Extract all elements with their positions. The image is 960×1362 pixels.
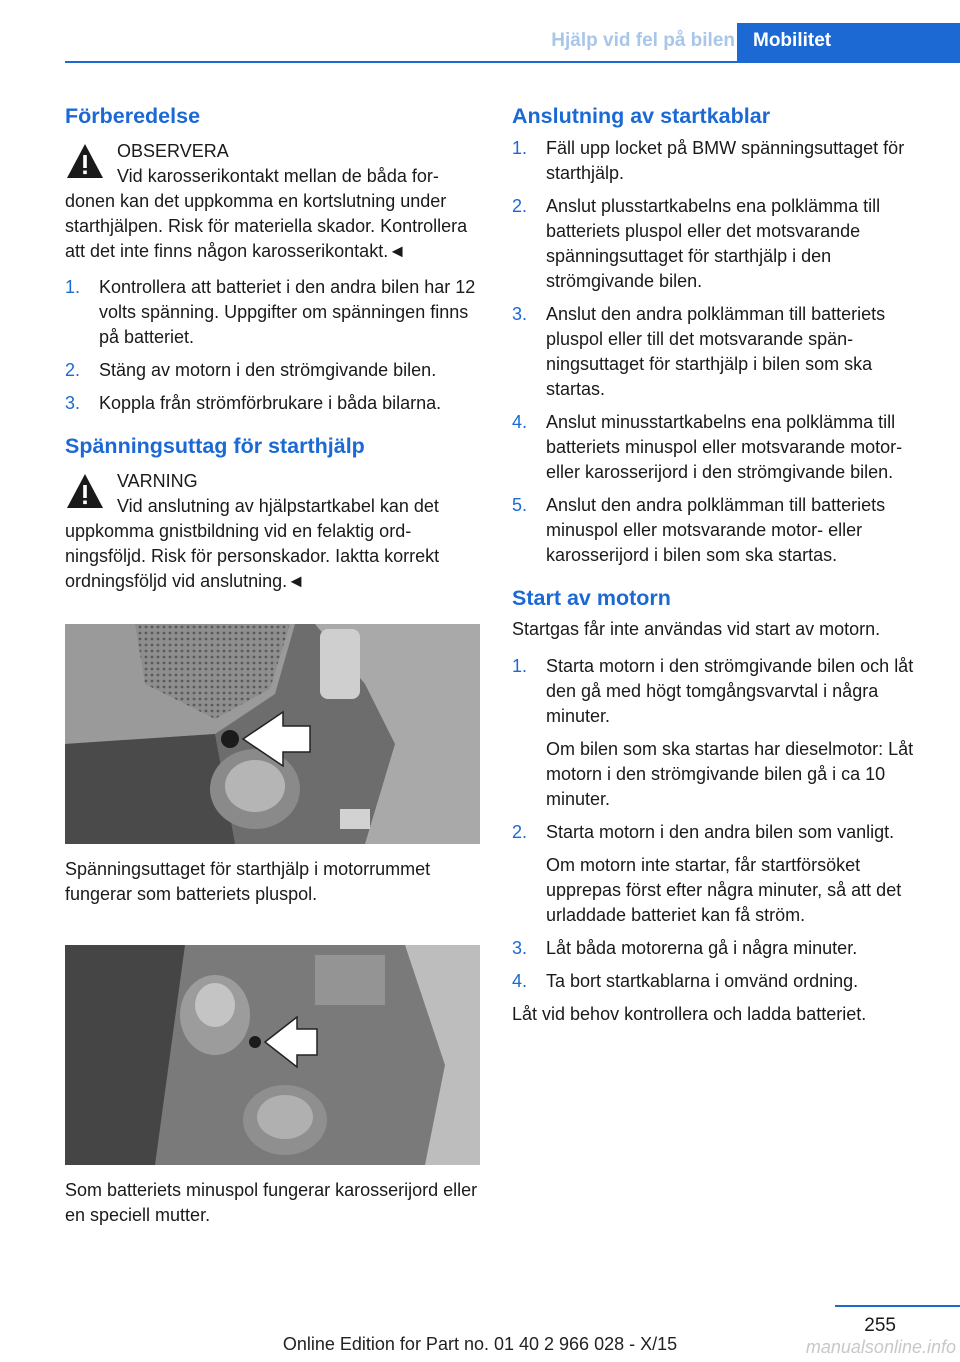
start-outro: Låt vid behov kontrollera och ladda batteriet.: [512, 1003, 867, 1024]
watermark: manualsonline.info: [805, 1337, 956, 1357]
engine-bay-illustration: [65, 624, 480, 844]
page-number: 255: [864, 1315, 896, 1336]
list-item: 4. Anslut minusstartkabelns ena polklämma till batteriets minuspol eller motsvarande motor- eller karosserijord i den strömgivande bilen.: [512, 411, 903, 482]
list-item: 2. Stäng av motorn i den strömgivande bilen.: [65, 359, 437, 380]
engine-bay-illustration: [65, 945, 480, 1165]
figure-caption-positive: Spänningsuttaget för starthjälp i motorrummet fungerar som batteriets pluspol.: [65, 858, 431, 904]
cable-steps: [512, 136, 932, 568]
warning-triangle-icon: [65, 141, 105, 181]
left-column: [65, 104, 480, 1228]
header-section-title: Hjälp vid fel på bilen: [551, 30, 735, 51]
heading-socket: Spänningsuttag för starthjälp: [65, 433, 365, 458]
figure-caption-negative: Som batteriets minuspol fungerar karosserijord eller en speciell mutter.: [65, 1179, 478, 1225]
list-item: 1. Starta motorn i den strömgivande bilen och låt den gå med högt tomgångsvarvtal i några minuter. Om bilen som ska startas har dieselmotor: Låt motorn i den strömgivande bilen gå i ca 10 minuter.: [512, 655, 914, 809]
warning-title: OBSERVERA: [117, 140, 229, 161]
list-item: 5. Anslut den andra polklämman till batteriets minuspol eller motsvarande motor- eller karosserijord i bilen som ska startas.: [512, 494, 886, 565]
warning-triangle-icon: [65, 471, 105, 511]
warning-notice-caution: [65, 139, 480, 264]
warning-notice-danger: [65, 469, 480, 594]
list-item: 3. Koppla från strömförbrukare i båda bilarna.: [65, 392, 442, 413]
list-item: 3. Låt båda motorerna gå i några minuter.: [512, 937, 858, 958]
list-item: 2. Anslut plusstartkabelns ena polklämma till batteriets pluspol eller det motsvarande spänningsuttaget för starthjälp i den strömgivande bilen.: [512, 195, 881, 291]
list-item: 1. Kontrollera att batteriet i den andra bilen har 12 volts spänning. Uppgifter om spänningen finns på batteriet.: [65, 276, 476, 347]
start-steps: [512, 654, 932, 994]
list-item: 2. Starta motorn i den andra bilen som vanligt. Om motorn inte startar, får startförsöket upprepas först efter några minuter, så att det urladdade batteriet kan få ström.: [512, 821, 902, 925]
engine-bay-photo-negative: [65, 945, 480, 1165]
warning-title: VARNING: [117, 470, 198, 491]
list-item: 3. Anslut den andra polklämman till batteriets pluspol eller till det motsvarande spänningsuttaget för starthjälp i bilen som ska startas.: [512, 303, 886, 399]
list-item: 4. Ta bort startkablarna i omvänd ordning.: [512, 970, 859, 991]
right-column: [512, 104, 932, 1027]
heading-cables: Anslutning av startkablar: [512, 104, 771, 128]
header-tab: Mobilitet: [737, 23, 960, 63]
warning-text: Vid karosserikontakt mellan de båda fordonen kan det uppkomma en kortslutning under starthjälpen. Risk för materiella skador. Kontrollera att det inte finns någon karosserikontakt.◄: [65, 165, 468, 261]
start-intro: Startgas får inte användas vid start av motorn.: [512, 618, 881, 639]
heading-preparation: Förberedelse: [65, 104, 201, 128]
warning-text: Vid anslutning av hjälpstartkabel kan det uppkomma gnistbildning vid en felaktig ordningsföljd. Risk för personskador. Iaktta korrekt ordningsföljd vid anslutning.◄: [65, 495, 440, 591]
prep-steps: [65, 275, 480, 416]
header-rule: [65, 61, 960, 63]
footer-rule: [835, 1305, 960, 1307]
list-item: 1. Fäll upp locket på BMW spänningsuttaget för starthjälp.: [512, 137, 905, 183]
heading-start: Start av motorn: [512, 585, 671, 610]
edition-note: Online Edition for Part no. 01 40 2 966 028 - X/15: [282, 1334, 678, 1354]
engine-bay-photo-positive: [65, 624, 480, 844]
